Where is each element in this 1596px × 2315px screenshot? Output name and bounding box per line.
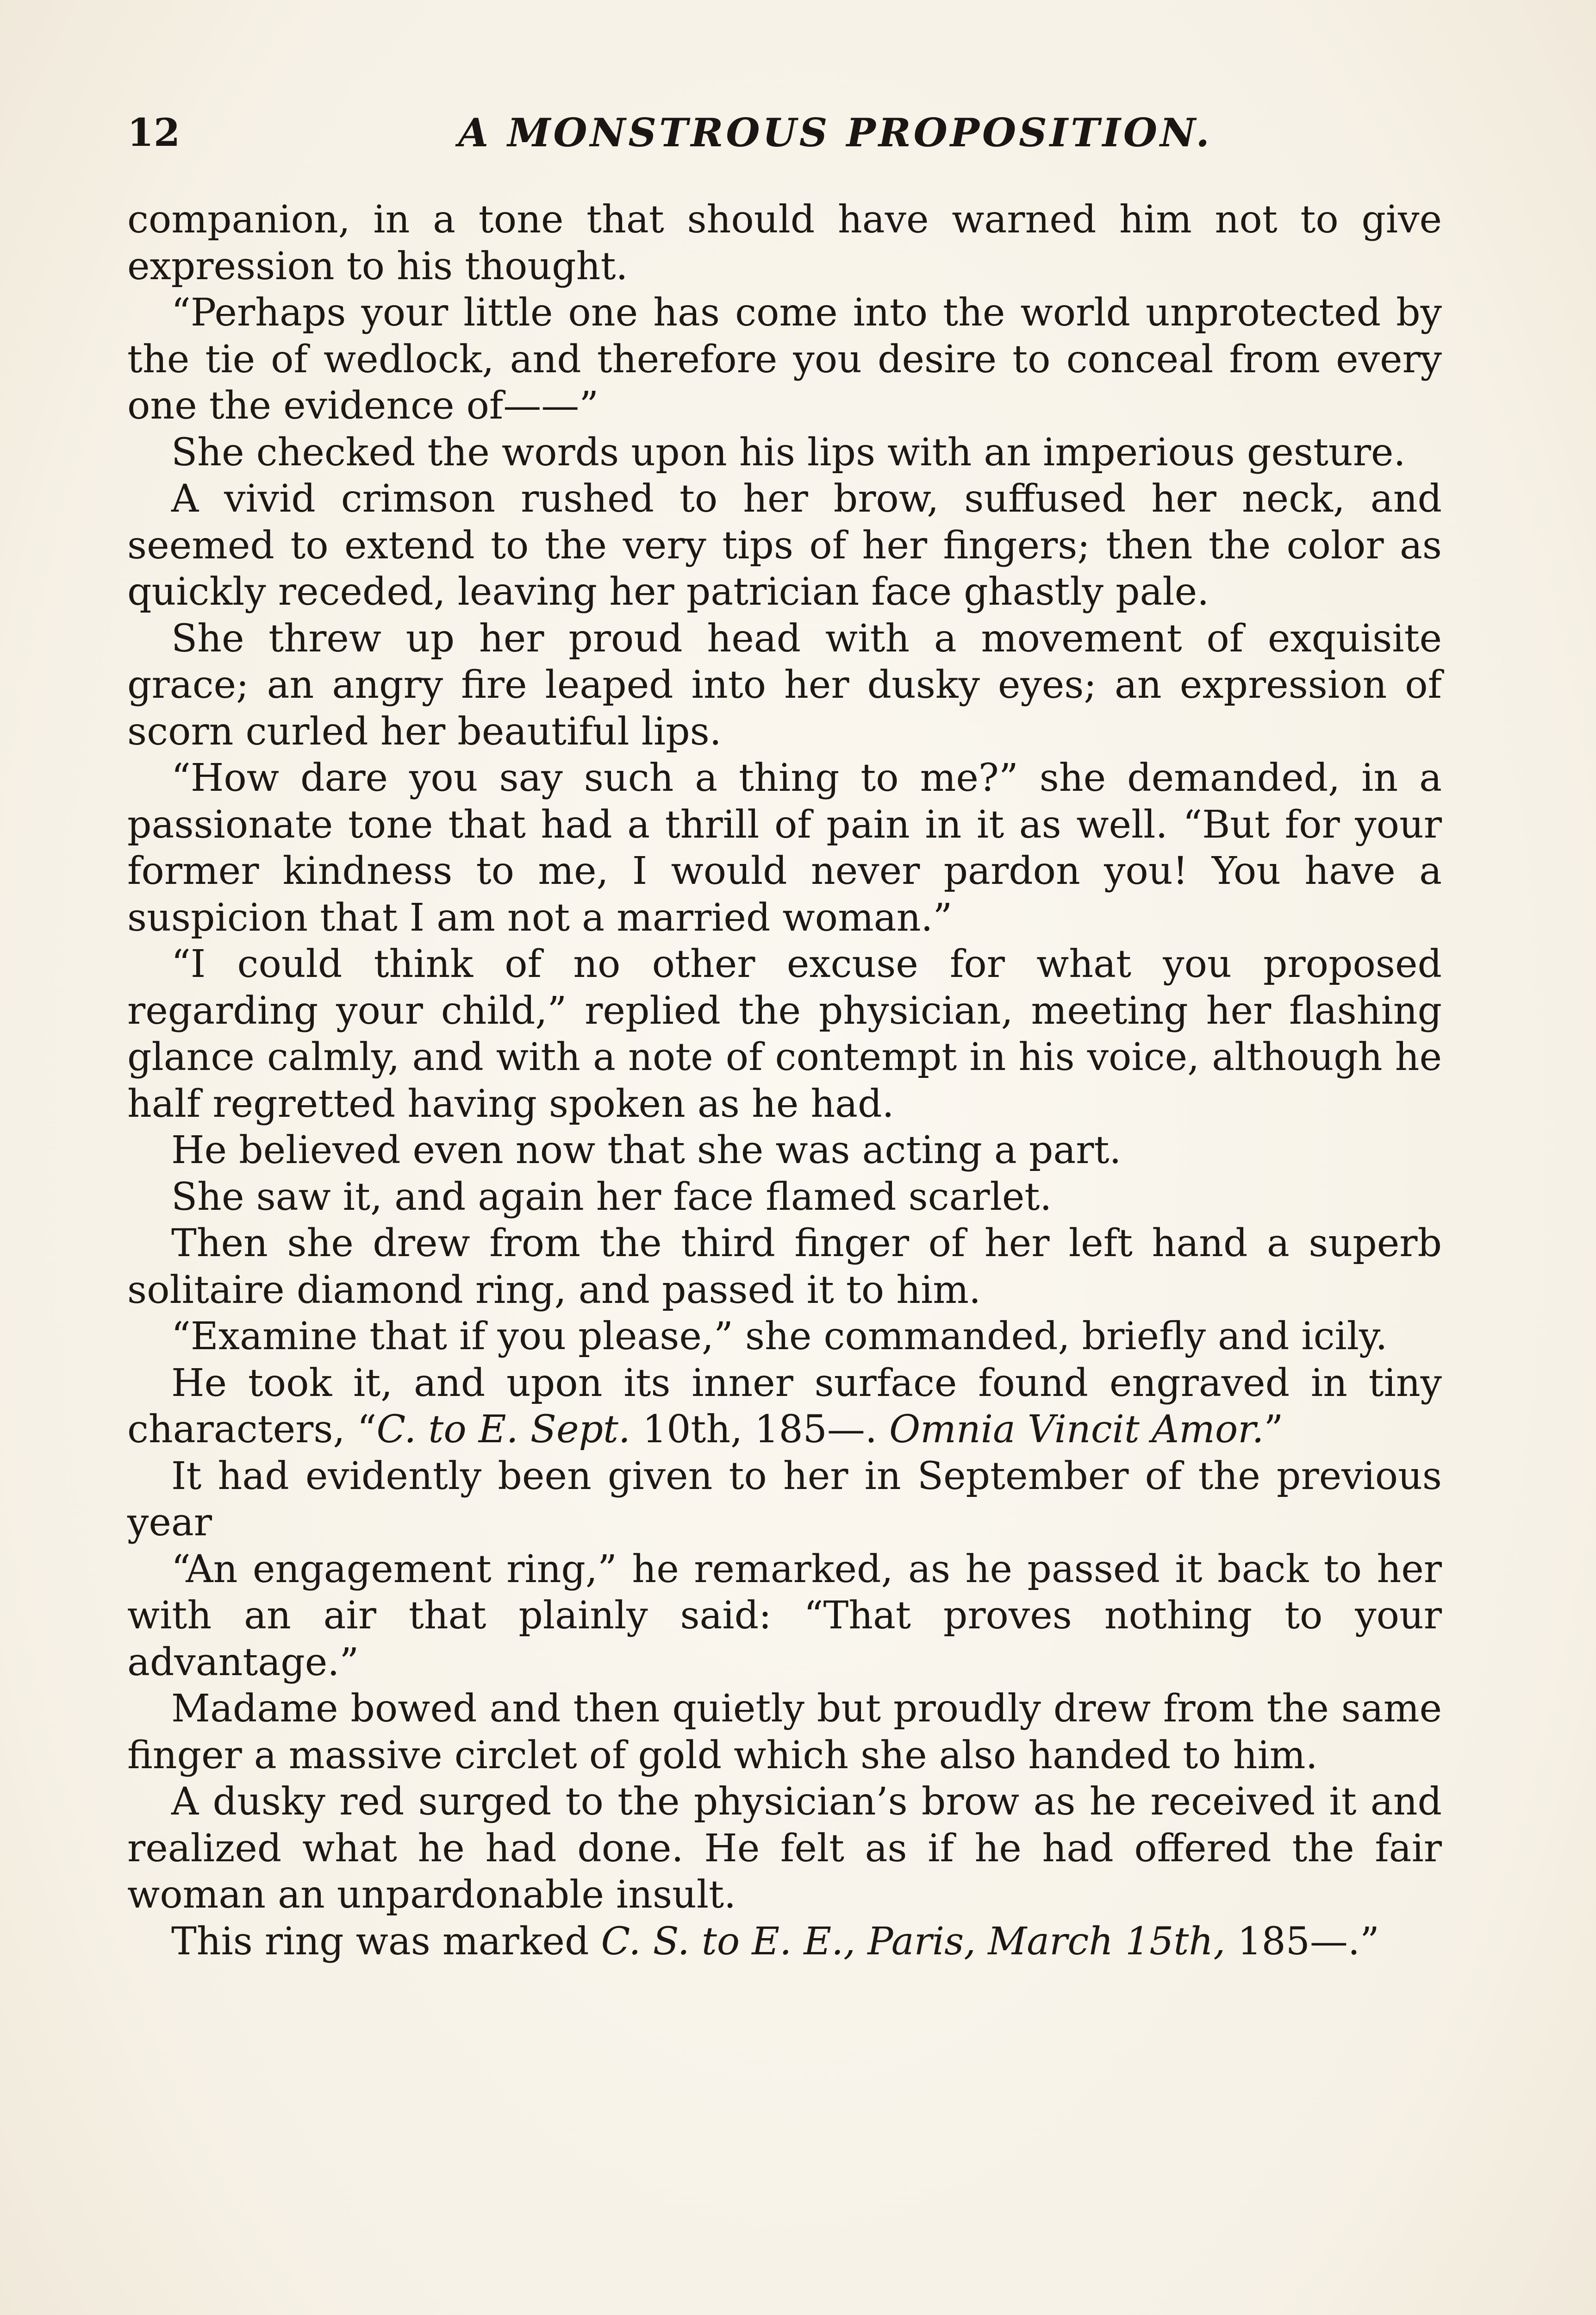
paragraph-engraving [127,1360,1442,1453]
engraving-motto: Omnia Vincit Amor. [889,1408,1264,1452]
page-number: 12 [127,111,181,155]
paragraph: A vivid crimson rushed to her brow, suffused her neck, and seemed to extend to the very tips of her fingers; then the color as quickly receded, leaving her patrician face ghastly pale. [127,477,1442,614]
paragraph: She checked the words upon his lips with an imperious gesture. [171,430,1406,475]
paragraph-text: He took it, and upon its inner surface found engraved in tiny characters, “ [127,1361,1442,1452]
paragraph: “How dare you say such a thing to me?” she demanded, in a passionate tone that had a thrill of pain in it as well. “But for your former kindness to me, I would never pardon you! You have a suspicion that I am not a married woman.” [127,756,1442,940]
paragraph: It had evidently been given to her in September of the previous year [127,1454,1442,1545]
running-title: A MONSTROUS PROPOSITION. [458,110,1212,156]
paragraph: “An engagement ring,” he remarked, as he passed it back to her with an air that plainly said: “That proves nothing to your advantage.” [127,1547,1442,1684]
paragraph-ring-marking [127,1919,1442,1965]
paragraph: “Perhaps your little one has come into the world unprotected by the tie of wedlock, and therefore you desire to conceal from every one the evidence of——” [127,291,1442,428]
paragraph: “I could think of no other excuse for what you proposed regarding your child,” replied the physician, meeting her flashing glance calmly, and with a note of contempt in his voice, although he half regretted having spoken as he had. [127,942,1442,1126]
paragraph: Madame bowed and then quietly but proudly drew from the same finger a massive circlet of gold which she also handed to him. [127,1687,1442,1777]
paragraph: “Examine that if you please,” she commanded, briefly and icily. [171,1314,1388,1358]
paragraph-text: ” [1264,1408,1284,1452]
paragraph: He believed even now that she was acting a part. [171,1128,1122,1172]
paragraph: She saw it, and again her face flamed scarlet. [171,1175,1052,1219]
paragraph-text: This ring was marked [171,1919,601,1964]
ring-marking-italic: C. S. to E. E., Paris, March 15th, [601,1919,1226,1964]
engraving-italic: C. to E. Sept. [376,1408,630,1452]
paragraph: Then she drew from the third finger of her left hand a superb solitaire diamond ring, and passed it to him. [127,1221,1442,1312]
paragraph-text: 10th, 185—. [630,1408,889,1452]
paragraph: companion, in a tone that should have warned him not to give expression to his thought. [127,198,1442,288]
paragraph: She threw up her proud head with a movement of exquisite grace; an angry fire leaped into her dusky eyes; an expression of scorn curled her beautiful lips. [127,616,1442,754]
paragraph-text: 185—.” [1225,1919,1379,1964]
paragraph: A dusky red surged to the physician’s brow as he received it and realized what he had done. He felt as if he had offered the fair woman an unpardonable insult. [127,1780,1442,1917]
page-header [127,107,1437,158]
body-text [127,197,1442,1965]
